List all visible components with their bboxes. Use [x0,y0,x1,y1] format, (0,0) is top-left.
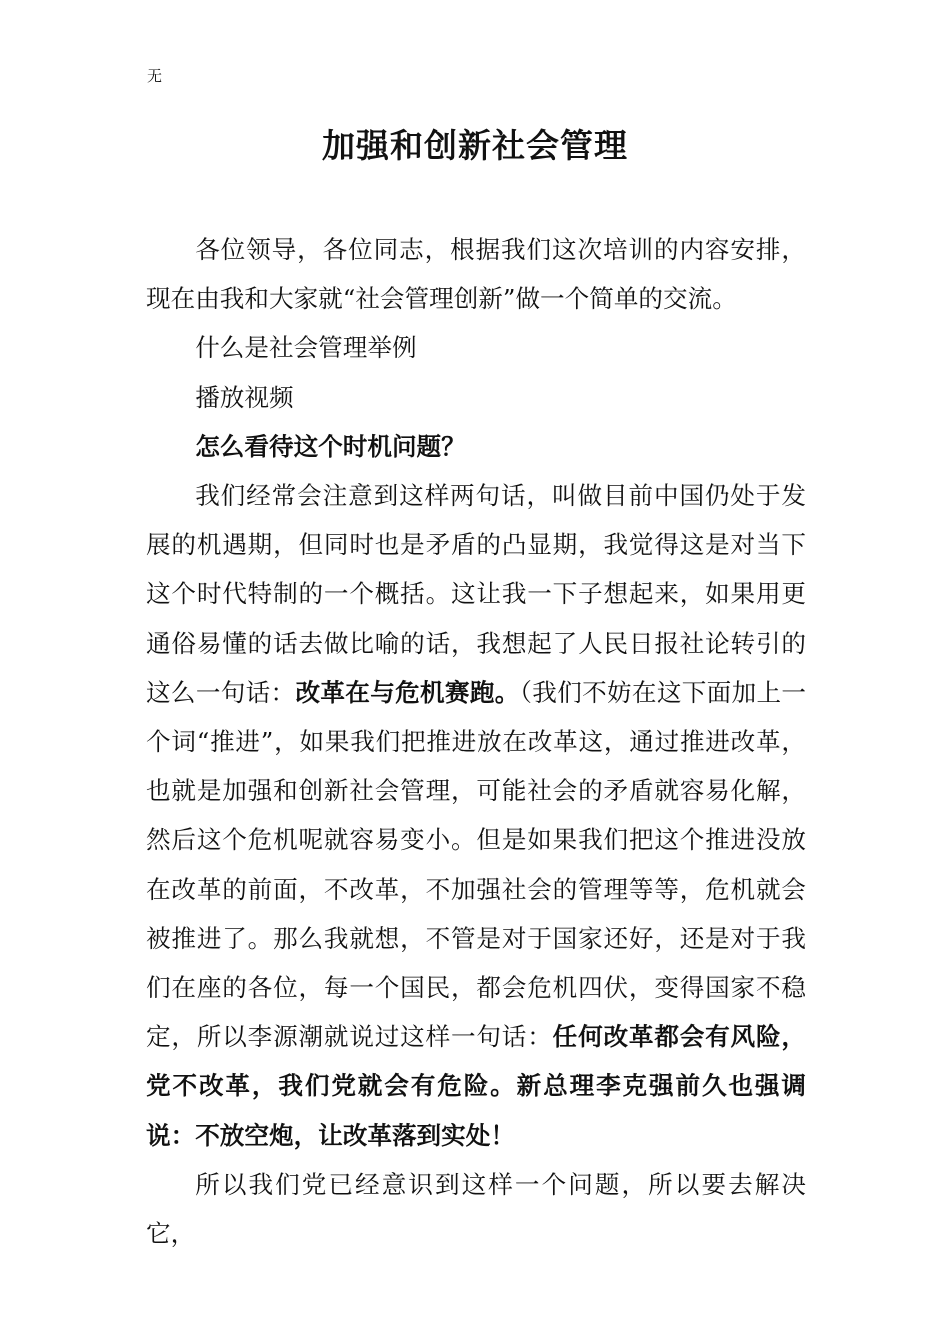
paragraph-main-text-2: （我们不妨在这下面加上一个词“推进”，如果我们把推进放在改革这，通过推进改革，也就是加强和创新社会管理，可能社会的矛盾就容易化解，然后这个危机呢就容易变小。但是如果我们把这个推进没放在改革的前面，不改革，不加强社会的管理等等，危机就会被推进了。那么我就想，不管是对于国家还好，还是对于我们在座的各位，每一个国民，都会危机四伏，变得国家不稳定，所以李源潮就说过这样一句话： [146,677,806,1052]
paragraph-main-text-1: 我们经常会注意到这样两句话，叫做目前中国仍处于发展的机遇期，但同时也是矛盾的凸显期，我觉得这是对当下这个时代特制的一个概括。这让我一下子想起来，如果用更通俗易懂的话去做比喻的话，我想起了人民日报社论转引的这么一句话： [146,481,806,707]
paragraph-closing: 所以我们党已经意识到这样一个问题，所以要去解决它， [146,1169,806,1249]
document-title: 加强和创新社会管理 [322,126,628,165]
paragraph-main-emphasis-1: 改革在与危机赛跑。 [295,677,520,707]
paragraph-main-emphasis-2: 任何改革都会有风险，党不改革，我们党就会有危险。新总理李克强前久也强调说：不放空炮，让改革落到实处！ [146,1022,806,1150]
section-heading: 怎么看待这个时机问题？ [195,431,466,461]
paragraph-video: 播放视频 [195,382,294,412]
paragraph-example: 什么是社会管理举例 [195,333,417,363]
header-mark: 无 [147,67,163,85]
paragraph-intro: 各位领导，各位同志，根据我们这次培训的内容安排，现在由我和大家就“社会管理创新”做一个简单的交流。 [146,235,806,314]
paragraph-main [146,471,806,1160]
document-body [146,225,806,1258]
